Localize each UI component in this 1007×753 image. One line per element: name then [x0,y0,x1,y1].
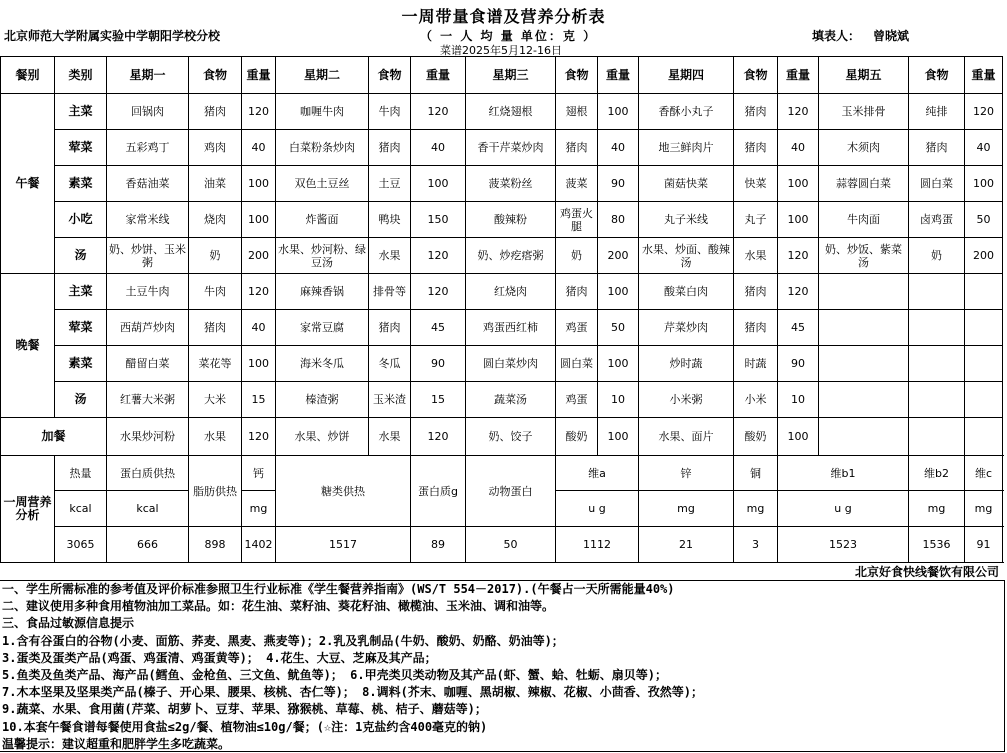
table-cell: 水果 [734,238,778,274]
table-row [1,238,1003,274]
table-cell: 120 [411,238,466,274]
notes-box [0,580,1005,752]
table-cell: 土豆牛肉 [107,274,189,310]
table-cell: 猪肉 [369,130,411,166]
nutrient-value: 1517 [276,527,411,563]
table-cell: 翅根 [556,94,598,130]
note-line: 二、建议使用多种食用植物油加工菜品。如：花生油、菜籽油、葵花籽油、橄榄油、玉米油、调和油等。 [2,599,555,614]
table-cell: 100 [965,166,1003,202]
table-cell: 120 [965,94,1003,130]
header-cell: 餐别 [1,57,55,94]
nutrient-value: 1402 [242,527,276,563]
table-row [1,310,1003,346]
header-cell: 重量 [242,57,276,94]
table-cell: 猪肉 [909,130,965,166]
table-cell: 白菜粉条炒肉 [276,130,369,166]
nutrient-label: 蛋白质g [411,456,466,527]
table-cell: 卤鸡蛋 [909,202,965,238]
nutrient-value: 1536 [909,527,965,563]
table-cell: 奶 [556,238,598,274]
table-cell: 奶、炒疙瘩粥 [466,238,556,274]
table-row [1,202,1003,238]
header-cell: 星期四 [639,57,734,94]
table-cell: 鸡蛋火腿 [556,202,598,238]
header-cell: 星期二 [276,57,369,94]
category-cell: 主菜 [55,274,107,310]
table-cell: 120 [411,274,466,310]
table-cell: 40 [965,130,1003,166]
table-cell: 100 [598,346,639,382]
table-cell: 圆白菜 [556,346,598,382]
nutrient-unit: mg [965,491,1003,527]
table-cell: 猪肉 [734,274,778,310]
note-line: 9.蔬菜、水果、食用菌(芹菜、胡萝卜、豆芽、苹果、猕猴桃、草莓、桃、桔子、蘑菇等)； [2,702,487,717]
table-cell: 家常米线 [107,202,189,238]
company-name: 北京好食快线餐饮有限公司 [854,565,999,579]
table-cell: 地三鲜肉片 [639,130,734,166]
table-cell: 猪肉 [734,130,778,166]
note-line: 3.蛋类及蛋类产品(鸡蛋、鸡蛋清、鸡蛋黄等)； 4.花生、大豆、芝麻及其产品； [2,650,437,665]
table-cell [909,346,965,382]
note-line: 1.含有谷蛋白的谷物(小麦、面筋、荞麦、黑麦、燕麦等)；2.乳及乳制品(牛奶、酸奶、奶酪、奶油等)； [2,633,564,648]
table-cell: 10 [778,382,819,418]
nutrient-label: 维b2 [909,456,965,491]
nutrient-label: 蛋白质供热 [107,456,189,491]
table-cell: 10 [598,382,639,418]
table-cell: 菜花等 [189,346,242,382]
table-cell [965,418,1003,456]
table-cell: 红烧翅根 [466,94,556,130]
table-cell [965,274,1003,310]
table-cell: 回锅肉 [107,94,189,130]
nutrient-unit: mg [639,491,734,527]
table-cell: 120 [778,238,819,274]
table-cell: 烧肉 [189,202,242,238]
header-cell: 食物 [189,57,242,94]
header-cell: 星期三 [466,57,556,94]
table-cell: 酸奶 [556,418,598,456]
category-cell: 素菜 [55,346,107,382]
table-cell [819,382,909,418]
table-cell: 45 [778,310,819,346]
table-row [1,94,1003,130]
table-cell: 榛渣粥 [276,382,369,418]
table-cell: 猪肉 [189,94,242,130]
meal-label-extra: 加餐 [1,418,107,456]
note-line: 一、学生所需标准的参考值及评价标准参照卫生行业标准《学生餐营养指南》(WS/T 554－2017).(午餐占一天所需能量40%) [2,582,675,596]
table-cell: 菠菜 [556,166,598,202]
nutrient-value: 3 [734,527,778,563]
nutrient-label: 热量 [55,456,107,491]
category-cell: 素菜 [55,166,107,202]
nutrient-unit: u g [778,491,909,527]
table-cell: 炸酱面 [276,202,369,238]
table-cell: 水果炒河粉 [107,418,189,456]
table-cell: 90 [411,346,466,382]
table-cell: 纯排 [909,94,965,130]
filler-name: 曾晓斌 [873,29,910,43]
table-cell: 120 [242,274,276,310]
table-cell: 芹菜炒肉 [639,310,734,346]
nutrition-section-label: 一周营养分析 [1,456,55,563]
table-cell: 100 [598,94,639,130]
note-line: 5.鱼类及鱼类产品、海产品(鳕鱼、金枪鱼、三文鱼、鱿鱼等)； 6.甲壳类贝类动物及其产品(虾、蟹、蛤、牡蛎、扇贝等)； [2,668,668,683]
note-line: 7.木本坚果及坚果类产品(榛子、开心果、腰果、核桃、杏仁等)； 8.调料(芥末、咖喱、黑胡椒、辣椒、花椒、小茴香、孜然等)； [2,685,704,700]
table-cell: 醋留白菜 [107,346,189,382]
nutrient-value: 3065 [55,527,107,563]
table-cell: 90 [598,166,639,202]
table-cell: 120 [411,94,466,130]
table-cell [819,346,909,382]
table-cell: 水果 [189,418,242,456]
nutrient-value: 89 [411,527,466,563]
nutrient-label: 糖类供热 [276,456,411,527]
header-cell: 重量 [598,57,639,94]
category-cell: 小吃 [55,202,107,238]
table-cell: 水果、面片 [639,418,734,456]
table-cell: 木须肉 [819,130,909,166]
category-cell: 荤菜 [55,130,107,166]
table-cell: 40 [411,130,466,166]
nutrient-unit: kcal [107,491,189,527]
table-row [1,166,1003,202]
table-cell [965,346,1003,382]
table-cell: 蔬菜汤 [466,382,556,418]
table-cell [909,382,965,418]
table-cell: 100 [242,346,276,382]
table-cell: 120 [778,274,819,310]
nutrient-value: 898 [189,527,242,563]
nutrient-value: 91 [965,527,1003,563]
table-cell: 菠菜粉丝 [466,166,556,202]
table-cell: 奶、炒饭、紫菜汤 [819,238,909,274]
table-cell: 50 [598,310,639,346]
nutrition-value-row [1,527,1003,563]
nutrition-label-row [1,456,1003,491]
page-title: 一周带量食谱及营养分析表 [401,7,606,26]
table-cell: 100 [778,202,819,238]
table-cell [909,274,965,310]
category-cell: 主菜 [55,94,107,130]
table-cell: 时蔬 [734,346,778,382]
table-cell [965,382,1003,418]
category-cell: 汤 [55,238,107,274]
table-cell [909,310,965,346]
table-cell: 120 [778,94,819,130]
table-cell: 猪肉 [556,274,598,310]
table-cell: 菌菇快菜 [639,166,734,202]
table-cell: 奶、炒饼、玉米粥 [107,238,189,274]
table-cell: 100 [598,274,639,310]
table-row [1,418,1003,456]
table-cell: 鸡肉 [189,130,242,166]
note-line: 温馨提示：建议超重和肥胖学生多吃蔬菜。 [2,736,231,751]
table-cell: 丸子 [734,202,778,238]
nutrient-label: 动物蛋白 [466,456,556,527]
table-cell: 牛肉面 [819,202,909,238]
table-cell: 水果、炒饼 [276,418,369,456]
table-row [1,274,1003,310]
header-cell: 食物 [909,57,965,94]
header-cell: 星期五 [819,57,909,94]
table-cell [965,310,1003,346]
table-cell: 100 [778,166,819,202]
table-cell: 鸡蛋西红柿 [466,310,556,346]
table-cell: 五彩鸡丁 [107,130,189,166]
table-cell: 鸭块 [369,202,411,238]
table-cell: 200 [242,238,276,274]
table-cell: 水果、炒河粉、绿豆汤 [276,238,369,274]
table-cell: 红薯大米粥 [107,382,189,418]
nutrient-label: 维c [965,456,1003,491]
table-cell: 丸子米线 [639,202,734,238]
nutrient-unit: mg [734,491,778,527]
nutrient-label: 维a [556,456,639,491]
note-line: 三、食品过敏源信息提示 [2,616,135,631]
table-cell: 120 [411,418,466,456]
table-cell: 奶、饺子 [466,418,556,456]
table-cell: 鸡蛋 [556,310,598,346]
table-row [1,382,1003,418]
table-cell: 圆白菜炒肉 [466,346,556,382]
nutrient-unit: u g [556,491,639,527]
header-cell: 类别 [55,57,107,94]
table-cell: 牛肉 [369,94,411,130]
unit-note: （ 一 人 均 量 单位：克 ） [420,29,598,43]
table-cell: 200 [598,238,639,274]
table-cell: 麻辣香锅 [276,274,369,310]
table-cell: 冬瓜 [369,346,411,382]
table-cell: 40 [242,130,276,166]
header-cell: 星期一 [107,57,189,94]
table-cell: 快菜 [734,166,778,202]
header-cell: 食物 [734,57,778,94]
table-cell: 猪肉 [189,310,242,346]
table-cell: 15 [242,382,276,418]
note-line: 10.本套午餐食谱每餐使用食盐≤2g/餐、植物油≤10g/餐；(☆注：1克盐约含400毫克的钠) [2,719,488,734]
table-cell: 油菜 [189,166,242,202]
table-cell [819,310,909,346]
nutrient-value: 1523 [778,527,909,563]
table-cell: 酸菜白肉 [639,274,734,310]
table-cell: 炒时蔬 [639,346,734,382]
table-cell: 80 [598,202,639,238]
table-cell: 酸奶 [734,418,778,456]
table-cell: 大米 [189,382,242,418]
nutrient-unit: mg [909,491,965,527]
table-cell: 玉米渣 [369,382,411,418]
table-cell: 奶 [189,238,242,274]
table-cell: 50 [965,202,1003,238]
header-cell: 重量 [411,57,466,94]
nutrient-label: 铜 [734,456,778,491]
table-cell: 100 [242,166,276,202]
header-row [1,57,1003,94]
menu-dates: 菜谱2025年5月12-16日 [440,44,562,57]
table-cell: 水果、炒面、酸辣汤 [639,238,734,274]
table-cell: 40 [242,310,276,346]
table-cell: 15 [411,382,466,418]
table-cell: 玉米排骨 [819,94,909,130]
category-cell: 荤菜 [55,310,107,346]
table-cell: 酸辣粉 [466,202,556,238]
table-cell: 100 [411,166,466,202]
table-row [1,130,1003,166]
table-cell [819,418,909,456]
header-cell: 重量 [965,57,1003,94]
table-cell: 土豆 [369,166,411,202]
table-cell: 100 [242,202,276,238]
table-cell: 40 [598,130,639,166]
table-cell: 小米粥 [639,382,734,418]
table-cell: 蒜蓉圆白菜 [819,166,909,202]
table-cell: 香菇油菜 [107,166,189,202]
filler-label: 填表人： [812,29,861,43]
table-cell: 猪肉 [556,130,598,166]
table-cell: 红烧肉 [466,274,556,310]
nutrient-unit: mg [242,491,276,527]
nutrient-label: 锌 [639,456,734,491]
table-cell: 双色土豆丝 [276,166,369,202]
table-cell: 奶 [909,238,965,274]
nutrient-label: 脂肪供热 [189,456,242,527]
table-cell: 香酥小丸子 [639,94,734,130]
nutrient-value: 1112 [556,527,639,563]
nutrient-unit: kcal [55,491,107,527]
table-cell: 100 [778,418,819,456]
table-cell: 香干芹菜炒肉 [466,130,556,166]
table-cell: 猪肉 [734,310,778,346]
table-cell: 海米冬瓜 [276,346,369,382]
nutrient-value: 21 [639,527,734,563]
table-cell [819,274,909,310]
nutrient-value: 50 [466,527,556,563]
table-cell: 90 [778,346,819,382]
table-row [1,346,1003,382]
table-cell: 排骨等 [369,274,411,310]
school-name: 北京师范大学附属实验中学朝阳学校分校 [4,29,221,43]
meal-label-lunch: 午餐 [1,94,55,274]
table-cell: 水果 [369,238,411,274]
table-cell: 西葫芦炒肉 [107,310,189,346]
category-cell: 汤 [55,382,107,418]
table-cell: 小米 [734,382,778,418]
table-cell: 200 [965,238,1003,274]
table-cell: 猪肉 [734,94,778,130]
table-cell: 120 [242,418,276,456]
table-cell: 猪肉 [369,310,411,346]
header-cell: 重量 [778,57,819,94]
table-cell: 100 [598,418,639,456]
table-cell: 水果 [369,418,411,456]
table-cell: 鸡蛋 [556,382,598,418]
header-cell: 食物 [369,57,411,94]
menu-table [0,56,1003,563]
table-cell: 家常豆腐 [276,310,369,346]
table-cell: 45 [411,310,466,346]
nutrient-label: 维b1 [778,456,909,491]
table-cell: 150 [411,202,466,238]
nutrient-value: 666 [107,527,189,563]
table-cell: 圆白菜 [909,166,965,202]
meal-label-dinner: 晚餐 [1,274,55,418]
table-cell: 40 [778,130,819,166]
table-cell: 牛肉 [189,274,242,310]
header-cell: 食物 [556,57,598,94]
nutrient-label: 钙 [242,456,276,491]
table-cell: 咖喱牛肉 [276,94,369,130]
table-cell: 120 [242,94,276,130]
table-cell [909,418,965,456]
